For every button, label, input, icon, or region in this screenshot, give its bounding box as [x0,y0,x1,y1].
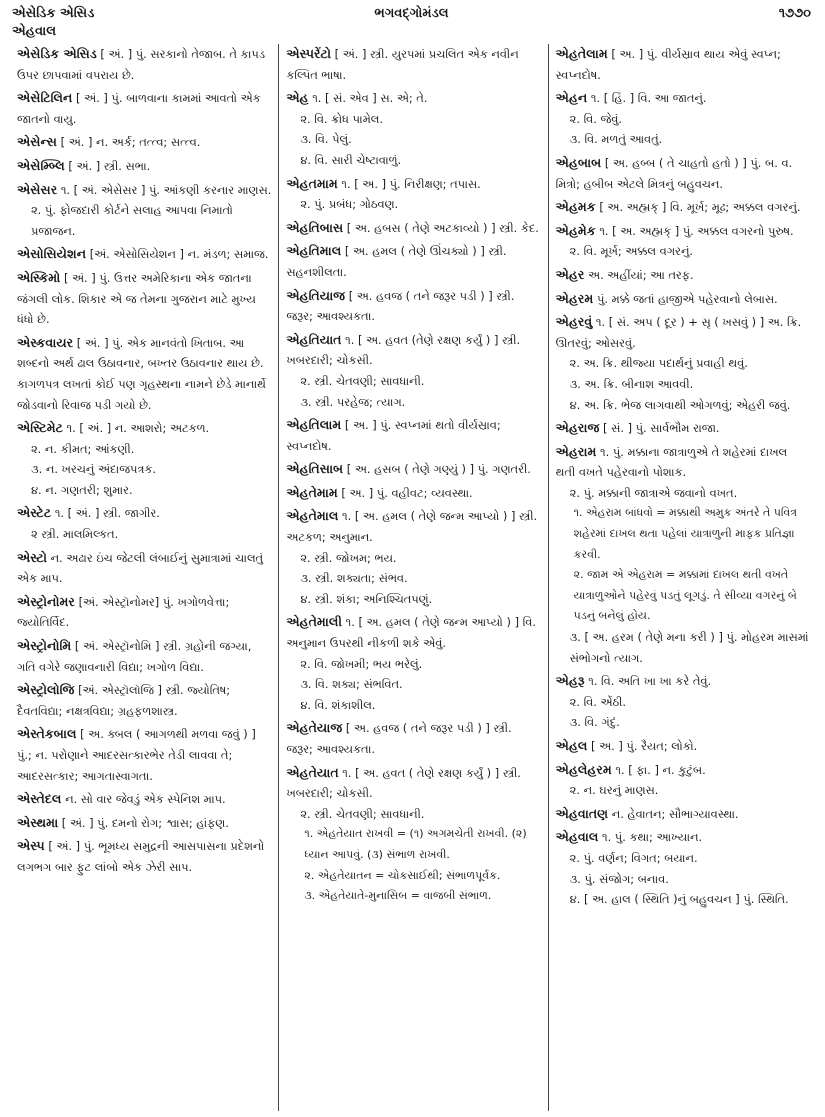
definition: ૧. [ અ. હવત ( તેણે રક્ષણ કર્યું ) ] સ્ત્રી. ખબરદારી; ચોકસી. [286,765,521,801]
definition: [ સં. ] પું. સાર્વભૌમ રાજા. [603,421,720,436]
definition: [અં. એસ્ટ્રૉનોમર] પું. ખગોળવેત્તા; જ્યોતિર્વિદ. [17,594,230,630]
sub-sense: ૩. ન. ખરચનું અંદાજપત્રક. [31,462,157,477]
headword: એસ્પ [17,838,45,854]
sub-sense: ૨. સ્ત્રી. જોખમ; ભય. [300,550,397,565]
dictionary-entry [286,174,540,215]
definition: ૧. [ સં. અપ ( દૂર ) + સૃ ( ખસવું ) ] અ. ક્રિ. ઊતરવું; ઓસરવું. [555,315,802,350]
definition: [ અં. ] પું. દમનો રોગ; શ્વાસ; હાંફણ. [61,815,229,830]
definition: [ અ. હવજ ( તને જરૂર પડી ) ] સ્ત્રી. જરૂર; આવશ્યકતા. [286,288,515,324]
sub-sense: ૩. [ અ. હરમ ( તેણે મના કરી ) ] પું. મોહરમ માસમાં સંભોગનો ત્યાગ. [569,630,809,665]
headword: એહતિયાજ [286,287,346,303]
dictionary-entry [17,548,271,589]
definition: [ અ. હબસ ( તેણે અટકાવ્યો ) ] સ્ત્રી. કેદ. [346,220,539,235]
headword: એહન [555,90,588,106]
dictionary-entry [556,760,810,801]
dictionary-entry [17,789,271,810]
headword: એસ્પરેંટો [286,46,332,61]
headword: એહતિયાત [286,331,342,347]
definition: ૧. [ હિં. ] વિ. આ જાતનું. [590,91,707,106]
sub-sense: ૩. સ્ત્રી. શક્યતા; સંભવ. [300,571,408,586]
dictionary-entry [556,153,810,194]
headword: એસ્ટ્રોનોમિ [17,638,72,654]
sub-sense: ૩. વિ. મળતું આવતું. [569,132,663,147]
headword: એસ્તેદલ [17,791,62,807]
headword: એહમક [555,199,596,215]
page-number: ૧૭૭૦ [778,6,811,21]
sub-sense: ૪. ન. ગણતરી; શુમાર. [31,482,133,497]
headword: એસોસિયેશન [17,246,87,262]
headword: એહવાલ [555,829,599,845]
running-header [12,4,811,26]
headword: એહતિબાસ [286,219,344,235]
sub-sense: ૨. વિ. ક્રોધ પામેલ. [300,111,383,126]
dictionary-entry [17,244,271,265]
sub-sense: ૪. સ્ત્રી. શંકા; અનિશ્ચિતપણું. [300,591,433,606]
definition: [ અં. ] પું. સરકાનો તેજાબ. તે કાપડ ઉપર છાપવામાં વપરાય છે. [17,47,266,82]
book-title: ભગવદ્ગોમંડલ [374,6,449,21]
headword: એહરામ [555,443,597,459]
headword: એહર [555,266,585,282]
dictionary-entry [17,680,271,721]
usage-example: ૩. એહતેયાતે-મુનાસિબ = વાજબી સંભાળ. [304,889,492,903]
headword: એસ્ટ્રોનોમર [17,593,75,609]
sub-sense: ૩. પું. સંજોગ; બનાવ. [569,871,669,886]
dictionary-entry [556,88,810,150]
definition: ન. હેવાતન; સૌભાગ્યાવસ્થા. [611,806,739,821]
dictionary-entry [17,813,271,834]
definition: ન. સો વાર જેવડું એક સ્પેનિશ માપ. [65,792,226,807]
definition: [ અ. ] પું. સ્વપ્નમાં થતો વીર્યસ્રાવ; સ્વપ્નદોષ. [286,418,501,453]
sub-sense: ૩. વિ. ગંદું. [569,715,620,730]
headword: એહલેહરમ [555,761,612,777]
definition: પું. મક્કે જતાં હાજીએ પહેરવાનો લેબાસ. [596,291,778,306]
headword: એહતેમાલ [286,508,339,524]
dictionary-entry [286,415,540,456]
definition: ૧. [ અ. હમલ ( તેણે જન્મ આપ્યો ) ] સ્ત્રી. અટકળ; અનુમાન. [286,509,538,545]
dictionary-entry [556,312,810,415]
headword: એહરવું [555,314,593,330]
headword: એસેસર [17,181,58,197]
dictionary-entry [17,418,271,500]
definition: [ અં. ] સ્ત્રી. સભા. [68,158,151,173]
headword: એસેટિલિન [17,90,73,106]
definition: [અં. એસોસિયેશન ] ન. મંડળ; સમાજ. [89,247,269,262]
definition: [ અં. ] પું. એક માનવંતો ખિતાબ. આ શબ્દનો અર્થ ઢાલ ઉઠાવનાર, બખ્તર ઉઠાવનાર થાય છે. કાગળપત્ર લખતાં કોઈ પણ ગૃહસ્થના નામને છેડે માનાર્થે જોડવાનો રિવાજ પડી ગયો છે. [17,335,266,412]
headword: એસેમ્બ્લિ [17,157,65,173]
dictionary-entry [556,44,810,85]
headword: એહરાજ [555,420,600,436]
definition: [ અ. હવજ ( તને જરૂર પડી ) ] સ્ત્રી. જરૂર; આવશ્યકતા. [286,721,512,756]
definition: [ અ. હબ્બ ( તે ચાહતો હતો ) ] પું. બ. વ. મિત્રો; હબીબ એટલે મિત્રનું બહુવચન. [555,155,793,191]
definition: [અં. એસ્ટ્રૉલૉજિ ] સ્ત્રી. જ્યોતિષ; દૈવતવિદ્યા; નક્ષત્રવિદ્યા; ગ્રહફળશાસ્ત્ર. [17,683,231,718]
sub-sense: ૨. અ. ક્રિ. થીજ્યા પદાર્થનું પ્રવાહી થવું. [569,356,748,371]
headword: એસ્ટેટ [17,505,52,521]
definition: ૧. [ અ. હવત (તેણે રક્ષણ કર્યું ) ] સ્ત્રી. ખબરદારી; ચોકસી. [286,332,521,368]
dictionary-entry [286,218,540,239]
usage-example: ૧. એહતેયાત રાખવી = (૧) અગમચેતી રાખવી. (૨) ધ્યાન આપવું. (૩) સંભાળ રાખવી. [304,827,527,861]
definition: [ અ. ] પું. વહીવટ; વ્યવસ્થા. [341,485,473,500]
sub-sense: ૩. વિ. શક્ય; સંભવિત. [300,677,403,692]
headword: એહ [286,90,309,106]
definition: ૧. પું. કથા; આખ્યાન. [601,830,703,845]
dictionary-entry [286,718,540,759]
dictionary-entry [286,763,540,907]
definition: [ અં. ] ન. અર્ક; તત્ત્વ; સત્ત્વ. [60,135,201,150]
headword: એહતેમામ [286,484,338,500]
dictionary-entry [17,724,271,786]
dictionary-entry [286,286,540,327]
dictionary-entry [556,221,810,262]
definition: [ અં. ] પું. બાળવાના કામમાં આવતો એક જાતનો વાયુ. [17,91,261,126]
headword: એસ્ટ્રોલોજિ [17,682,75,698]
sub-sense: ૨. વિ. એંઠી. [569,694,627,709]
dictionary-entry [17,88,271,129]
sub-sense: ૨. પું. પ્રબંધ; ગોઠવણ. [300,197,399,212]
headword: એસ્ટિમેટ [17,420,63,436]
sub-sense: ૨. પું. ફોજદારી કોર્ટને સલાહ આપવા નિમાતો પ્રજાજન. [31,203,233,238]
sub-sense: ૪. અ. ક્રિ. ભેજ લાગવાથી ઓગળવું; એહરી જવું. [569,397,791,412]
dictionary-entry [17,180,271,242]
sub-sense: ૨. સ્ત્રી. ચેતવણી; સાવધાની. [300,373,425,388]
dictionary-entry [556,804,810,825]
definition: [ અ. હસબ ( તેણે ગણ્યું ) ] પું. ગણતરી. [346,462,531,477]
dictionary-columns [10,44,817,1111]
headword: એહમેક [555,222,596,238]
headword: એહતિલામ [286,417,342,433]
sub-sense: ૪. વિ. શંકાશીલ. [300,697,376,712]
headword: એહતિમાલ [286,243,342,259]
dictionary-entry [286,330,540,412]
definition: અ. અહીંયાં; આ તરફ. [588,267,694,282]
dictionary-entry [286,506,540,609]
dictionary-entry [17,132,271,153]
sub-sense: ૨. વિ. મૂર્ખ; અક્કલ વગરનું. [569,244,694,259]
sub-sense: ૪. [ અ. હાલ ( સ્થિતિ )નું બહુવચન ] પું. સ્થિતિ. [569,892,789,907]
headword: એસ્તેકબાલ [17,726,77,742]
definition: ૧. વિ. અતિ ખા ખા કરે તેવું. [588,674,712,689]
dictionary-entry [556,197,810,218]
sub-sense: ૨. વિ. જેવું. [569,111,622,126]
headword: એહતેમાલી [286,614,343,630]
definition: [ અ. અહ્મક્ ] વિ. મૂર્ખ; મૂઢ; અક્કલ વગરનું. [599,200,801,215]
sub-sense: ૨. પું. વર્ણન; વિગત; બયાન. [569,850,698,865]
sub-sense: ૩. અ. ક્રિ. બીનાશ આવવી. [569,376,694,391]
definition: ૧. [ અ. ] પું. નિરીક્ષણ; તપાસ. [341,176,481,191]
definition: ૧. [ અ. હમલ ( તેણે જન્મ આપ્યો ) ] વિ. અનુમાન ઉપરથી નીકળી શકે એવું. [286,615,536,651]
definition: [ અં. ] સ્ત્રી. યુરપમાં પ્રચલિત એક નવીન કલ્પિત ભાષા. [286,47,519,82]
dictionary-entry [17,333,271,415]
dictionary-entry [17,503,271,544]
dictionary-entry [17,836,271,877]
dictionary-entry [556,265,810,286]
definition: [ અં. એસ્ટ્રૉનોમિ ] સ્ત્રી. ગ્રહોની જગ્યા, ગતિ વગેરે જણાવનારી વિદ્યા; ખગોળ વિદ્યા. [17,639,252,674]
definition: ૧. [ અ. અહ્મક્ ] પું. અક્કલ વગરનો પુરુષ. [599,223,794,238]
definition: ન. અઢાર ઇંચ જેટલી લંબાઈનું સુમાત્રામાં ચાલતું એક માપ. [17,550,264,586]
dictionary-entry [286,612,540,715]
dictionary-entry [556,736,810,757]
sub-sense: ૨. સ્ત્રી. ચેતવણી; સાવધાની. [300,806,425,821]
definition: ૧. [ સં. એવ ] સ. એ; તે. [312,91,428,106]
dictionary-entry [556,418,810,439]
definition: [ અ. ક્બલ ( આગળથી મળવા જવું ) ] પું.; ન. પરોણાને આદરસત્કારભેર તેડી લાવવા તે; આદરસત્કાર; આગતાસ્વાગતા. [17,727,256,783]
headword: એસ્કવાયર [17,334,74,350]
definition: [ અ. ] પું. વીર્યસ્રાવ થાય એવું સ્વપ્ન; સ્વપ્નદોષ. [555,47,781,82]
dictionary-entry [286,483,540,504]
headword: એહબાબ [555,154,602,170]
sub-sense: ૩. વિ. પેલું. [300,132,352,147]
dictionary-entry [286,44,540,85]
definition: [ અં. ] પું. ઉત્તર અમેરિકાના એક જાતના જંગલી લોક. શિકાર એ જ તેમના ગુજરાન માટે મુખ્ય ધંધો છે. [17,270,256,327]
sub-sense: ૨. ન. ઘરનું માણસ. [569,783,659,798]
headword: એહતિસાબ [286,461,344,477]
column-1 [10,44,278,1111]
sub-sense: ૨. વિ. જોખમી; ભય ભરેલું. [300,656,423,671]
headword: એહતમામ [286,175,338,191]
dictionary-entry [286,241,540,282]
definition: ૧. [ અં. ] ન. આશરો; અટકળ. [66,421,210,436]
dictionary-entry [17,592,271,633]
headword: એહલ [555,738,588,753]
definition: ૧. [ ફા. ] ન. કુટુંબ. [615,762,706,777]
dictionary-entry [556,671,810,733]
sub-sense: ૨. ન. કીમત; આંકણી. [31,441,135,456]
definition: ૧. [ અં. એસેસર ] પું. આંકણી કરનાર માણસ. [60,182,272,197]
definition: ૧. પું. મક્કાના જાત્રાળુએ તે શહેરમાં દાખલ થતી વખતે પહેરવાનો પોશાક. [555,444,788,480]
headword: એહરમ [555,290,594,306]
usage-example: ૧. એહરામ બાંધવો = મક્કાથી અમુક અંતરે તે પવિત્ર શહેરમાં દાખલ થતા પહેલાં યાત્રાળુની માફક પ્રતિજ્ઞા કરવી. [573,506,798,561]
definition: [ અં. ] પું. ભૂમધ્ય સમુદ્રની આસપાસના પ્રદેશનો લગભગ બાર ફુટ લાંબો એક ઝેરી સાપ. [17,839,265,874]
headword: એસેન્સ [17,134,57,150]
headword: એહતેલામ [555,46,608,61]
usage-example: ૨. જામ એ એહરામ = મક્કામાં દાખલ થતી વખતે યાત્રાળુઓને પહેરવું પડતું લૂગડું. તે સીવ્યા વગરનું બે પડનું બનેલું હોય. [573,568,797,623]
definition: ૧. [ અં. ] સ્ત્રી. જાગીર. [54,506,160,521]
headword: એહવાતણ [555,805,609,821]
headword: એહતેયાજ [286,720,343,736]
headword: એહરૂ [555,673,585,689]
headword: એહતેયાત [286,764,339,780]
sub-sense: ૨ સ્ત્રી. માલમિલ્કત. [31,527,119,542]
dictionary-entry [556,442,810,669]
column-3 [548,44,817,1111]
dictionary-entry [286,459,540,480]
dictionary-entry [17,636,271,677]
dictionary-entry [556,289,810,310]
definition: [ અ. હમલ ( તેણે ઊંચક્યો ) ] સ્ત્રી. સહનશીલતા. [286,244,507,279]
headword: એસેડિક એસિડ [17,46,97,61]
sub-sense: ૪. વિ. સારી ચેષ્ટાવાળું. [300,152,402,167]
dictionary-entry [17,268,271,330]
first-guide-word: એસેડિક એસિડ [12,6,95,21]
headword: એસ્થમા [17,814,59,830]
headword: એસ્ટો [17,549,47,565]
dictionary-entry [556,827,810,909]
usage-example: ૨. એહતેયાતન = ચોકસાઈથી; સંભાળપૂર્વક. [304,868,501,882]
definition: [ અ. ] પું. રૈયત; લોકો. [591,739,698,753]
dictionary-entry [17,44,271,85]
column-2 [278,44,547,1111]
sub-sense: ૩. સ્ત્રી. પરહેજ; ત્યાગ. [300,394,406,409]
sub-sense: ૨. પું. મક્કાની જાત્રાએ જવાનો વખત. [569,485,738,500]
last-guide-word: એહવાલ [12,24,57,39]
dictionary-entry [17,156,271,177]
headword: એસ્કિમો [17,269,61,285]
dictionary-entry [286,88,540,170]
